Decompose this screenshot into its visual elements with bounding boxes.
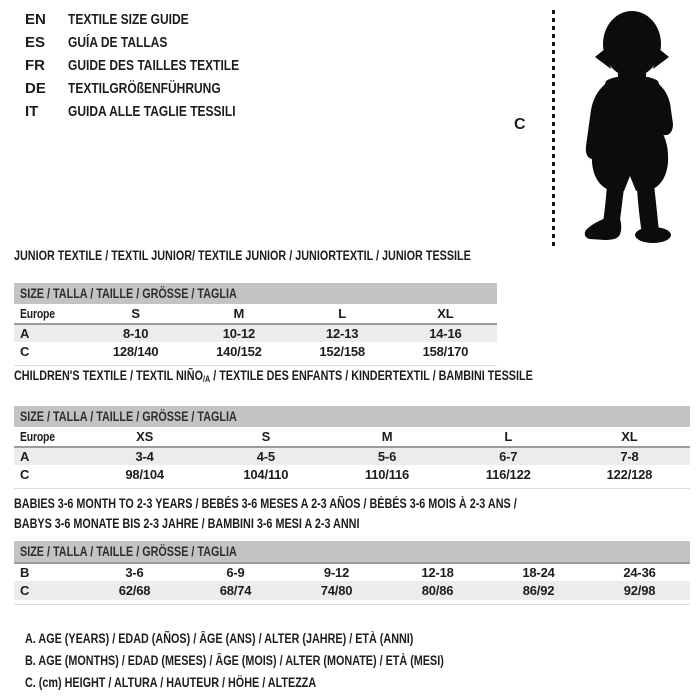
size-cell: 62/68: [118, 583, 151, 598]
language-row-de: [25, 77, 282, 100]
table-row-height: [14, 581, 690, 600]
size-cell: L: [504, 429, 513, 444]
size-cell: 3-4: [135, 449, 154, 464]
size-cell: XS: [136, 429, 154, 444]
childrens-size-table: [14, 406, 690, 489]
row-label: Europe: [20, 429, 55, 444]
size-cell: XL: [621, 429, 638, 444]
size-cell: 12-13: [326, 326, 359, 341]
junior-size-table: [14, 283, 497, 366]
size-cell: 9-12: [323, 565, 350, 580]
table-row-europe: [14, 427, 690, 446]
size-cell: 128/140: [112, 344, 159, 359]
section-title: BABIES 3-6 MONTH TO 2-3 YEARS / BEBÉS 3-6 MESES A 2-3 AÑOS / BÉBÉS 3-6 MOIS À 2-3 ANS / BABYS 3-6 MONATE BIS 2-3 JAHRE / BAMBINI 3-6 MESI A 2-3 ANNI: [14, 496, 517, 531]
size-cell: 116/122: [485, 467, 531, 482]
size-cell: 3-6: [125, 565, 144, 580]
language-code: ES: [25, 34, 46, 51]
language-code: EN: [25, 11, 46, 28]
size-cell: 5-6: [377, 449, 397, 464]
table-row-europe: [14, 304, 497, 323]
section-childrens-textile: [14, 368, 690, 489]
size-cell: 110/116: [364, 467, 410, 482]
babies-size-table: [14, 541, 690, 605]
size-cell: S: [131, 306, 140, 321]
size-cell: 10-12: [222, 326, 255, 341]
size-cell: 104/110: [243, 467, 289, 482]
legend: [25, 628, 548, 694]
section-babies-textile: [14, 494, 690, 605]
height-marker-label: C: [514, 116, 526, 133]
row-label: A: [20, 449, 30, 464]
language-code: IT: [25, 103, 39, 120]
table-row-age: [14, 323, 497, 342]
table-row-height: [14, 342, 497, 361]
size-cell: 98/104: [125, 467, 164, 482]
legend-item-c: C. (cm) HEIGHT / ALTURA / HAUTEUR / HÖHE / ALTEZZA: [25, 675, 317, 690]
toddler-silhouette-icon: [560, 8, 700, 243]
size-cell: 80/86: [421, 583, 454, 598]
size-cell: M: [233, 306, 245, 321]
language-label: TEXTILE SIZE GUIDE: [68, 11, 189, 28]
size-cell: 68/74: [219, 583, 252, 598]
table-header: SIZE / TALLA / TAILLE / GRÖSSE / TAGLIA: [14, 406, 690, 427]
size-cell: 12-18: [421, 565, 454, 580]
size-cell: 152/158: [319, 344, 365, 359]
size-cell: 6-9: [226, 565, 245, 580]
row-label: Europe: [20, 306, 55, 321]
legend-item-a: A. AGE (YEARS) / EDAD (AÑOS) / ÂGE (ANS) / ALTER (JAHRE) / ETÀ (ANNI): [25, 631, 414, 646]
table-header: SIZE / TALLA / TAILLE / GRÖSSE / TAGLIA: [14, 541, 690, 562]
row-label: A: [20, 326, 30, 341]
language-row-it: [25, 100, 282, 123]
language-label: GUIDE DES TAILLES TEXTILE: [68, 57, 240, 74]
language-row-en: [25, 8, 282, 31]
row-label: C: [20, 467, 30, 482]
dotted-measure-line: [552, 10, 555, 248]
size-cell: 18-24: [522, 565, 555, 580]
language-list: [25, 8, 282, 123]
language-row-es: [25, 31, 282, 54]
legend-item-b: B. AGE (MONTHS) / EDAD (MESES) / ÂGE (MOIS) / ALTER (MONATE) / ETÀ (MESI): [25, 653, 444, 668]
size-cell: L: [338, 306, 346, 321]
table-row-age-months: [14, 562, 690, 581]
row-label: C: [20, 344, 30, 359]
table-header: SIZE / TALLA / TAILLE / GRÖSSE / TAGLIA: [14, 283, 497, 304]
size-cell: 92/98: [623, 583, 656, 598]
size-cell: S: [261, 429, 271, 444]
size-cell: 4-5: [256, 449, 275, 464]
size-cell: 6-7: [499, 449, 518, 464]
size-cell: 140/152: [216, 344, 262, 359]
table-row-age: [14, 446, 690, 465]
size-cell: 122/128: [606, 467, 653, 482]
table-row-height: [14, 465, 690, 484]
language-row-fr: [25, 54, 282, 77]
section-title: CHILDREN'S TEXTILE / TEXTIL NIÑO/A / TEXTILE DES ENFANTS / KINDERTEXTIL / BAMBINI TESSILE: [14, 368, 533, 384]
size-cell: 8-10: [123, 326, 149, 341]
language-label: GUÍA DE TALLAS: [68, 34, 168, 51]
size-cell: 74/80: [320, 583, 353, 598]
size-cell: M: [381, 429, 393, 444]
language-code: DE: [25, 80, 46, 97]
language-label: GUIDA ALLE TAGLIE TESSILI: [68, 103, 236, 120]
size-cell: 24-36: [623, 565, 656, 580]
size-cell: 7-8: [620, 449, 639, 464]
row-label: C: [20, 583, 30, 598]
size-cell: XL: [437, 306, 454, 321]
language-code: FR: [25, 57, 45, 74]
row-label: B: [20, 565, 30, 580]
size-cell: 86/92: [522, 583, 555, 598]
section-junior-textile: [14, 248, 585, 366]
size-cell: 14-16: [429, 326, 462, 341]
language-label: TEXTILGRÖßENFÜHRUNG: [68, 80, 221, 97]
section-title: JUNIOR TEXTILE / TEXTIL JUNIOR/ TEXTILE JUNIOR / JUNIORTEXTIL / JUNIOR TESSILE: [14, 248, 471, 263]
size-cell: 158/170: [422, 344, 469, 359]
